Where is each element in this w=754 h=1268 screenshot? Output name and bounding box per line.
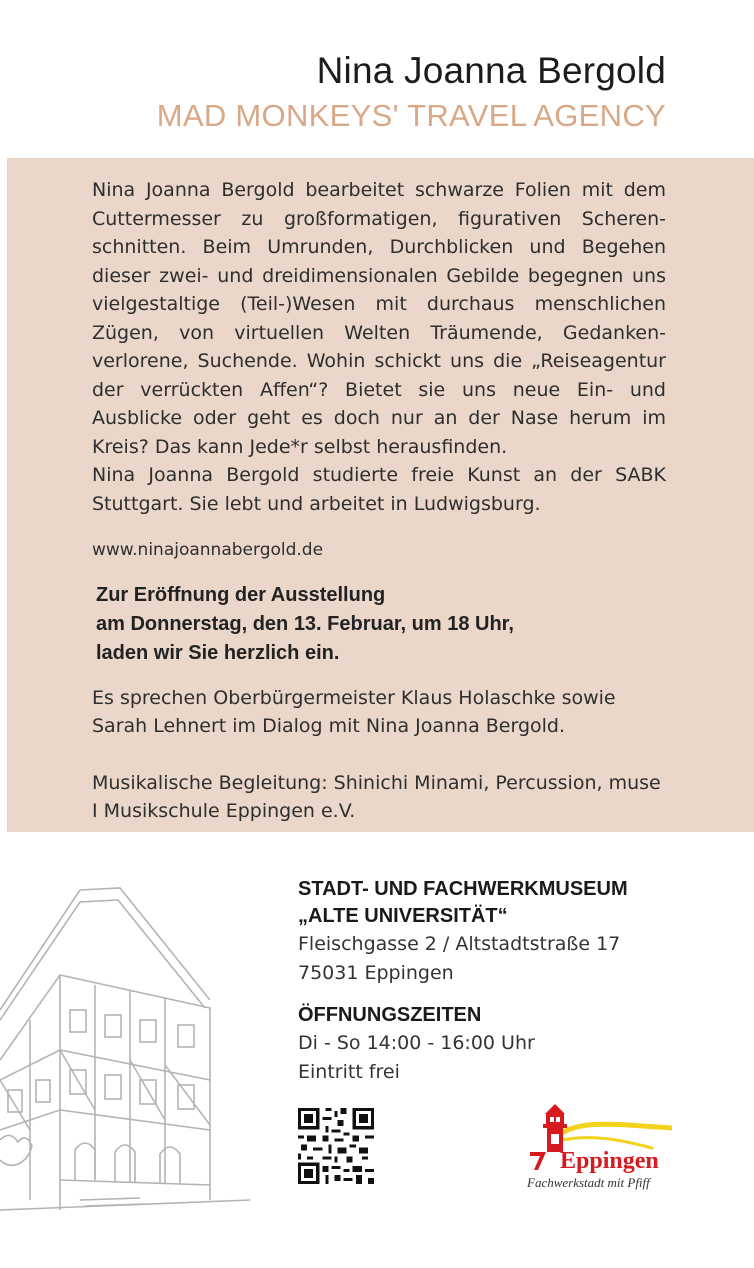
museum-name-subtitle: „ALTE UNIVERSITÄT“ (298, 905, 508, 927)
admission-info: Eintritt frei (298, 1061, 400, 1083)
speakers-text: Es sprechen Oberbürgermeister Klaus Holaschke sowie Sarah Lehnert im Dialog mit Nina Joanna Bergold. (92, 686, 616, 737)
opening-line: Zur Eröffnung der Ausstellung (96, 583, 386, 606)
qr-code[interactable] (298, 1108, 374, 1184)
opening-hours-heading: ÖFFNUNGSZEITEN (298, 1004, 482, 1026)
bio-paragraph: Nina Joanna Bergold studierte freie Kunst an der SABK Stuttgart. Sie lebt und arbeitet in Ludwigsburg. (92, 464, 666, 515)
eppingen-logo-text: Eppingen (560, 1148, 659, 1174)
artist-bio (92, 176, 666, 518)
museum-name: STADT- UND FACHWERKMUSEUM (298, 878, 628, 900)
artist-name: Nina Joanna Bergold (316, 50, 666, 91)
bio-paragraph: Nina Joanna Bergold bearbeitet schwarze Folien mit dem Cuttermesser zu großformatigen, figurativen Scheren-schnitten. Beim Umrunden, Durchblicken und Begehen dieser zwei- und dreidimensionalen Gebilde begegnen uns vielgestaltige (Teil-)Wesen mit durchaus menschlichen Zügen, von virtuellen Welten Träumende, Gedanken-verlorene, Suchende. Wohin schickt uns die „Reiseagentur der verrückten Affen“? Bietet sie uns neue Ein- und Ausblicke oder geht es doch nur an der Nase herum im Kreis? Das kann Jede*r selbst herausfinden. (92, 179, 666, 458)
opening-line: laden wir Sie herzlich ein. (96, 641, 340, 664)
website-link[interactable]: www.ninajoannabergold.de (92, 540, 324, 560)
eppingen-logo-tagline: Fachwerkstadt mit Pfiff (527, 1175, 650, 1190)
panel-content (92, 176, 666, 826)
header (157, 48, 666, 136)
half-timbered-building-illustration (0, 880, 260, 1230)
exhibition-title: MAD MONKEYS' TRAVEL AGENCY (156, 98, 666, 133)
address-city: 75031 Eppingen (298, 962, 454, 984)
opening-line: am Donnerstag, den 13. Februar, um 18 Uhr, (96, 612, 514, 635)
opening-hours: Di - So 14:00 - 16:00 Uhr (298, 1032, 535, 1054)
opening-invitation (96, 581, 666, 668)
museum-info (298, 876, 718, 1087)
music-text: Musikalische Begleitung: Shinichi Minami, Percussion, muse I Musikschule Eppingen e.V. (92, 771, 661, 822)
address-street: Fleischgasse 2 / Altstadtstraße 17 (298, 933, 621, 955)
